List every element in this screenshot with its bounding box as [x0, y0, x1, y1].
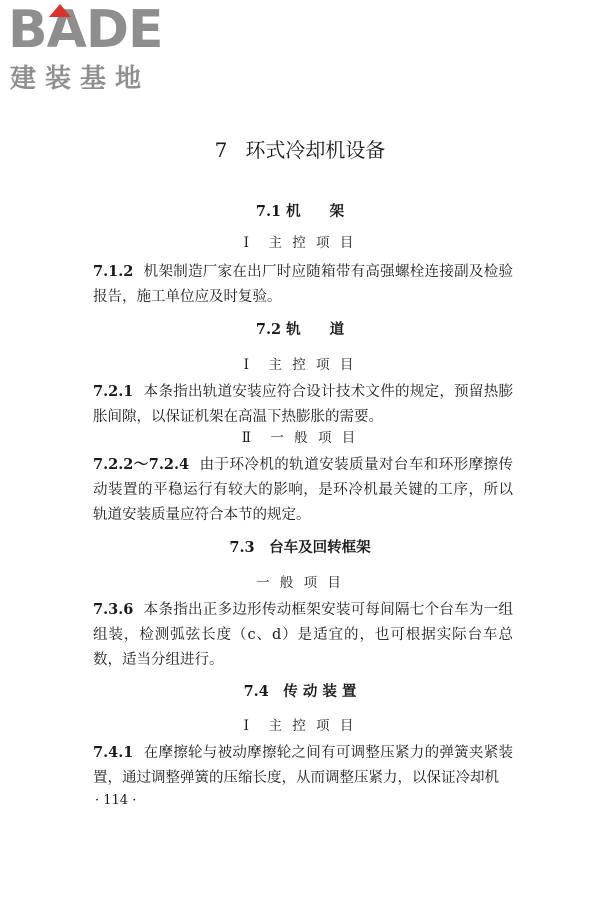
clause-text: 由于环冷机的轨道安装质量对台车和环形摩擦传动装置的平稳运行有较大的影响，是环冷机最关键的工序，所以轨道安装质量应符合本节的规定。	[93, 457, 513, 523]
section-heading: 7.3 台车及回转框架	[229, 539, 371, 556]
clause-text: 在摩擦轮与被动摩擦轮之间有可调整压紧力的弹簧夹紧装置，通过调整弹簧的压缩长度，从而调整压紧力，以保证冷却机	[93, 745, 513, 786]
clause-text: 本条指出正多边形传动框架安装可每间隔七个台车为一组组装，检测弧弦长度（c、d）是适宜的，也可根据实际台车总数，适当分组进行。	[93, 602, 513, 668]
clause-paragraph	[93, 740, 513, 791]
subsection-heading: Ⅱ 一 般 项 目	[241, 430, 359, 446]
logo-triangle-mark	[49, 4, 71, 17]
clause-number: 7.3.6	[93, 601, 134, 618]
clause-paragraph	[93, 379, 513, 430]
chapter-number: 7	[214, 138, 228, 162]
subsection-heading: Ⅰ 主 控 项 目	[243, 357, 357, 373]
clause-text: 机架制造厂家在出厂时应随箱带有高强螺栓连接副及检验报告，施工单位应及时复验。	[93, 264, 513, 305]
clause-paragraph	[93, 452, 513, 528]
clause-number: 7.1.2	[93, 263, 134, 280]
section-heading: 7.1 机 架	[255, 203, 345, 220]
clause-number: 7.2.1	[93, 383, 134, 400]
clause-number: 7.4.1	[93, 744, 134, 761]
clause-text: 本条指出轨道安装应符合设计技术文件的规定，预留热膨胀间隙，以保证机架在高温下热膨胀的需要。	[93, 384, 513, 425]
section-heading: 7.2 轨 道	[255, 321, 345, 338]
subsection-heading: Ⅰ 主 控 项 目	[243, 718, 357, 734]
page-number: · 114 ·	[95, 793, 137, 808]
clause-paragraph	[93, 597, 513, 673]
clause-number: 7.2.2～7.2.4	[93, 456, 190, 473]
subsection-heading: 一 般 项 目	[256, 575, 344, 591]
chapter-title	[0, 136, 600, 164]
subsection-heading: Ⅰ 主 控 项 目	[243, 235, 357, 251]
chapter-title-text: 环式冷却机设备	[245, 138, 386, 162]
logo-subtitle: 建装基地	[10, 64, 151, 94]
logo-wordmark: BADE	[8, 0, 163, 60]
clause-paragraph	[93, 259, 513, 310]
bade-logo	[8, 0, 183, 96]
section-heading: 7.4 传 动 装 置	[243, 683, 357, 700]
